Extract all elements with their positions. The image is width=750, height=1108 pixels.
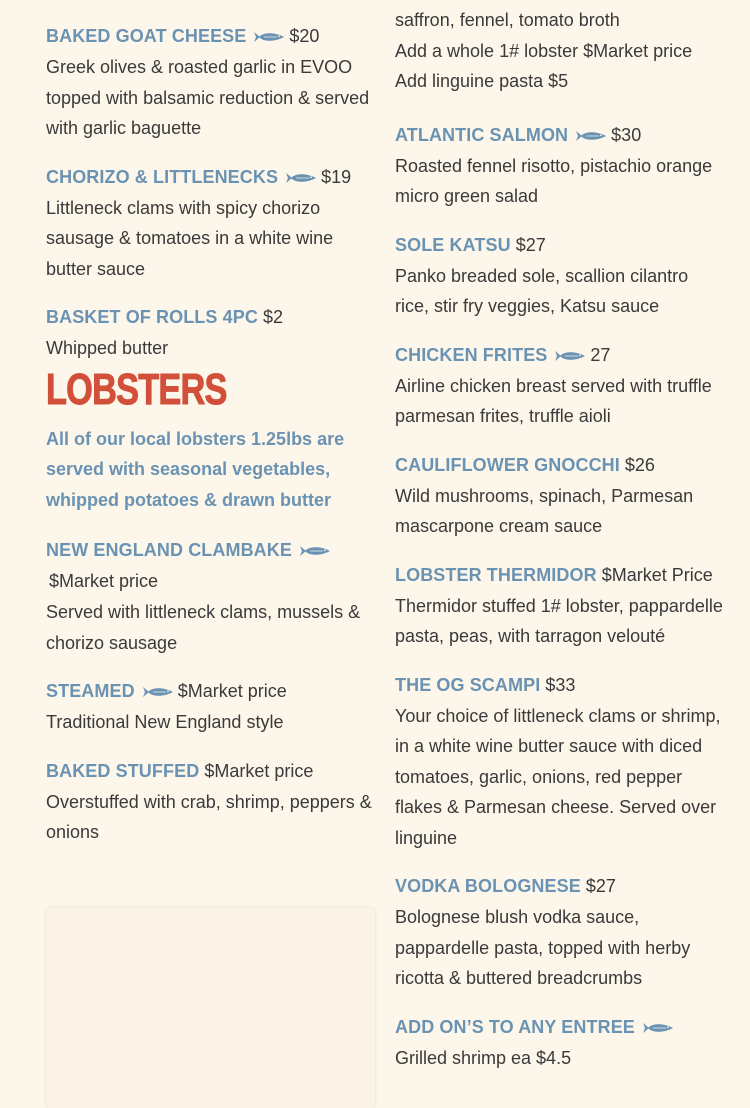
fish-icon: [299, 545, 331, 557]
menu-item-description: Wild mushrooms, spinach, Parmesan mascarpone cream sauce: [395, 485, 694, 536]
menu-item-header: [395, 1012, 725, 1043]
menu-item-name: SOLE KATSU: [395, 234, 511, 255]
menu-item-price: $Market price: [49, 571, 159, 591]
menu-item-name: NEW ENGLAND CLAMBAKE: [46, 540, 292, 560]
menu-item-name: CHORIZO & LITTLENECKS: [46, 166, 279, 187]
menu-item-header: [46, 21, 376, 52]
menu-item-price: $27: [585, 876, 616, 896]
menu-item: [395, 670, 725, 854]
menu-item-name: VODKA BOLOGNESE: [395, 876, 581, 896]
menu-item-price: $Market Price: [601, 564, 713, 585]
menu-item-name: LOBSTER THERMIDOR: [395, 564, 597, 585]
menu-item-description: Overstuffed with crab, shrimp, peppers & onions: [46, 791, 372, 842]
menu-item-description: Served with littleneck clams, mussels & chorizo sausage: [46, 602, 361, 653]
menu-item-name: BASKET OF ROLLS 4PC: [46, 307, 258, 327]
menu-item-description: Thermidor stuffed 1# lobster, pappardelle pasta, peas, with tarragon velouté: [395, 595, 723, 646]
section-title-lobsters: LOBSTERS: [46, 364, 227, 414]
menu-item-description: Littleneck clams with spicy chorizo sausage & tomatoes in a white wine butter sauce: [46, 197, 334, 279]
menu-item-price: $20: [289, 26, 320, 46]
menu-item-header: [46, 676, 376, 707]
menu-item-header: [395, 670, 725, 701]
menu-item: [395, 1012, 725, 1074]
menu-item-description: Roasted fennel risotto, pistachio orange micro green salad: [395, 155, 713, 206]
continued-description: saffron, fennel, tomato broth: [395, 10, 620, 30]
menu-item-description: Grilled shrimp ea $4.5: [395, 1047, 572, 1068]
menu-item-header: [395, 871, 725, 902]
menu-item: [395, 450, 725, 542]
menu-item-header: [395, 340, 725, 371]
continued-description: Add a whole 1# lobster $Market price: [395, 40, 693, 61]
menu-item-name: BAKED STUFFED: [46, 760, 200, 781]
menu-item-description: Panko breaded sole, scallion cilantro rice, stir fry veggies, Katsu sauce: [395, 265, 689, 316]
menu-item: [46, 535, 376, 658]
menu-item: [46, 302, 376, 364]
menu-item-price: $Market price: [177, 681, 287, 701]
menu-item: [46, 676, 376, 738]
menu-item: [395, 120, 725, 212]
menu-item-header: [46, 756, 376, 787]
menu-item-name: CHICKEN FRITES: [395, 344, 548, 365]
section-note: All of our local lobsters 1.25lbs are served with seasonal vegetables, whipped potatoes & drawn butter: [46, 428, 345, 510]
menu-item-price: $2: [262, 307, 283, 327]
menu-item: [46, 21, 376, 144]
right-column: [395, 5, 725, 1091]
fish-icon: [142, 686, 174, 698]
menu-item: [395, 560, 725, 652]
menu-item: [46, 756, 376, 848]
fish-icon: [575, 130, 607, 142]
continued-description: Add linguine pasta $5: [395, 71, 569, 91]
menu-item-price: $19: [321, 166, 352, 187]
menu-item: [46, 162, 376, 285]
menu-item-name: THE OG SCAMPI: [395, 674, 541, 695]
menu-item-header: [395, 450, 725, 481]
menu-item-header: [395, 560, 725, 591]
menu-item-price: 27: [590, 344, 611, 365]
menu-item-price: $33: [545, 674, 576, 695]
menu-item-description: Greek olives & roasted garlic in EVOO topped with balsamic reduction & served with garlic baguette: [46, 57, 370, 138]
menu-item-name: CAULIFLOWER GNOCCHI: [395, 454, 620, 475]
fish-icon: [285, 172, 317, 184]
menu-item-price: $26: [624, 454, 655, 475]
menu-item: [395, 340, 725, 432]
blank-card: [46, 908, 375, 1108]
menu-item-header: [46, 302, 376, 333]
menu-item-description: Whipped butter: [46, 338, 169, 358]
menu-item-header: [395, 120, 725, 151]
menu-item-price: $30: [611, 124, 642, 145]
menu-item: [395, 230, 725, 322]
fish-icon: [554, 350, 586, 362]
menu-item-header: [46, 162, 376, 193]
menu-item-description: Bolognese blush vodka sauce, pappardelle pasta, topped with herby ricotta & buttered breadcrumbs: [395, 907, 691, 988]
menu-item-header: [46, 535, 376, 597]
menu-item-name: BAKED GOAT CHEESE: [46, 26, 247, 46]
menu-item-name: STEAMED: [46, 681, 135, 701]
left-column: [46, 21, 376, 866]
menu-item: [395, 871, 725, 994]
menu-item-header: [395, 230, 725, 261]
menu-item-description: Airline chicken breast served with truffle parmesan frites, truffle aioli: [395, 375, 712, 426]
menu-item-price: $Market price: [204, 760, 314, 781]
menu-item-description: Your choice of littleneck clams or shrimp, in a white wine butter sauce with diced tomatoes, garlic, onions, red pepper flakes & Parmesan cheese. Served over linguine: [395, 705, 721, 848]
fish-icon: [253, 31, 285, 43]
fish-icon: [642, 1022, 674, 1034]
menu-item-description: Traditional New England style: [46, 712, 284, 732]
menu-item-name: ATLANTIC SALMON: [395, 124, 569, 145]
menu-item-name: ADD ON’S TO ANY ENTREE: [395, 1016, 635, 1037]
menu-item-price: $27: [515, 234, 546, 255]
